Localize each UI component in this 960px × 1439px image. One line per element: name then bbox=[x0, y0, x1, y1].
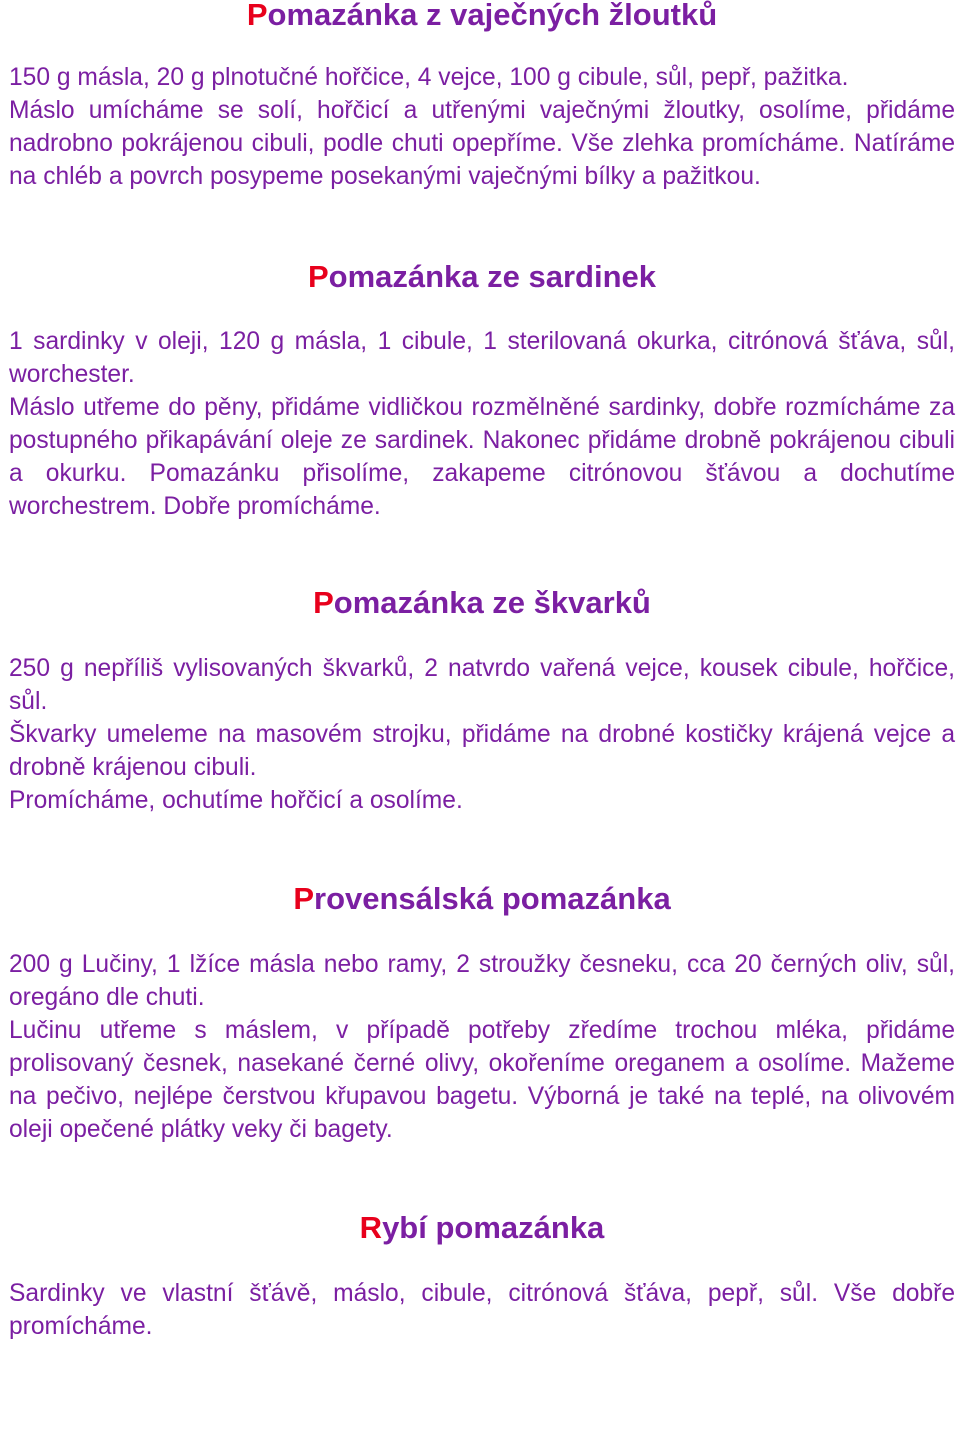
recipe-body-provensalska bbox=[9, 948, 955, 1146]
title-initial: P bbox=[313, 585, 334, 620]
recipe-title-rybi bbox=[9, 1210, 955, 1246]
recipe-title-skvarky bbox=[9, 585, 955, 621]
recipe-title-provensalska bbox=[9, 881, 955, 917]
ingredients-paragraph: 250 g nepříliš vylisovaných škvarků, 2 natvrdo vařená vejce, kousek cibule, hořčice, sůl. bbox=[9, 655, 955, 715]
ingredients-paragraph: 1 sardinky v oleji, 120 g másla, 1 cibule, 1 sterilovaná okurka, citrónová šťáva, sůl, worchester. bbox=[9, 328, 955, 388]
title-initial: P bbox=[246, 0, 268, 32]
title-text: omazánka z vaječných žloutků bbox=[267, 0, 718, 32]
instructions-paragraph: Sardinky ve vlastní šťávě, máslo, cibule, citrónová šťáva, pepř, sůl. Vše dobře promícháme. bbox=[9, 1280, 955, 1340]
title-initial: P bbox=[307, 259, 329, 294]
title-text: omazánka ze škvarků bbox=[333, 585, 651, 620]
instructions-paragraph: Škvarky umeleme na masovém strojku, přidáme na drobné kostičky krájená vejce a drobně krájenou cibuli. bbox=[9, 721, 955, 781]
recipe-title-sardinky bbox=[9, 259, 955, 295]
instructions-paragraph: Lučinu utřeme s máslem, v případě potřeby zředíme trochou mléka, přidáme prolisovaný česnek, nasekané černé olivy, okořeníme oreganem a osolíme. Mažeme na pečivo, nejlépe čerstvou křupavou bagetu. Výborná je také na teplé, na olivovém oleji opečené plátky veky či bagety. bbox=[9, 1017, 955, 1143]
instructions-paragraph: Máslo umícháme se solí, hořčicí a utřenými vaječnými žloutky, osolíme, přidáme nadrobno pokrájenou cibuli, podle chuti opepříme. Vše zlehka promícháme. Natíráme na chléb a povrch posypeme posekanými vaječnými bílky a pažitkou. bbox=[9, 97, 955, 190]
instructions-paragraph: Máslo utřeme do pěny, přidáme vidličkou rozmělněné sardinky, dobře rozmícháme za postupného přikapávání oleje ze sardinek. Nakonec přidáme drobně pokrájenou cibuli a okurku. Pomazánku přisolíme, zakapeme citrónovou šťávou a dochutíme worchestrem. Dobře promícháme. bbox=[9, 394, 955, 520]
recipe-body-vajecne-zloutky bbox=[9, 61, 955, 193]
recipe-body-skvarky bbox=[9, 652, 955, 817]
title-initial: P bbox=[293, 881, 314, 916]
title-initial: R bbox=[359, 1210, 383, 1245]
recipe-body-rybi bbox=[9, 1277, 955, 1343]
title-text: omazánka ze sardinek bbox=[328, 259, 657, 294]
recipe-body-sardinky bbox=[9, 325, 955, 523]
title-text: rovensálská pomazánka bbox=[314, 881, 671, 916]
ingredients-paragraph: 150 g másla, 20 g plnotučné hořčice, 4 vejce, 100 g cibule, sůl, pepř, pažitka. bbox=[9, 64, 849, 91]
instructions-paragraph: Promícháme, ochutíme hořčicí a osolíme. bbox=[9, 787, 463, 814]
title-text: ybí pomazánka bbox=[382, 1210, 605, 1245]
ingredients-paragraph: 200 g Lučiny, 1 lžíce másla nebo ramy, 2 stroužky česneku, cca 20 černých oliv, sůl, oregáno dle chuti. bbox=[9, 951, 955, 1011]
recipe-title-vajecne-zloutky bbox=[9, 0, 955, 33]
